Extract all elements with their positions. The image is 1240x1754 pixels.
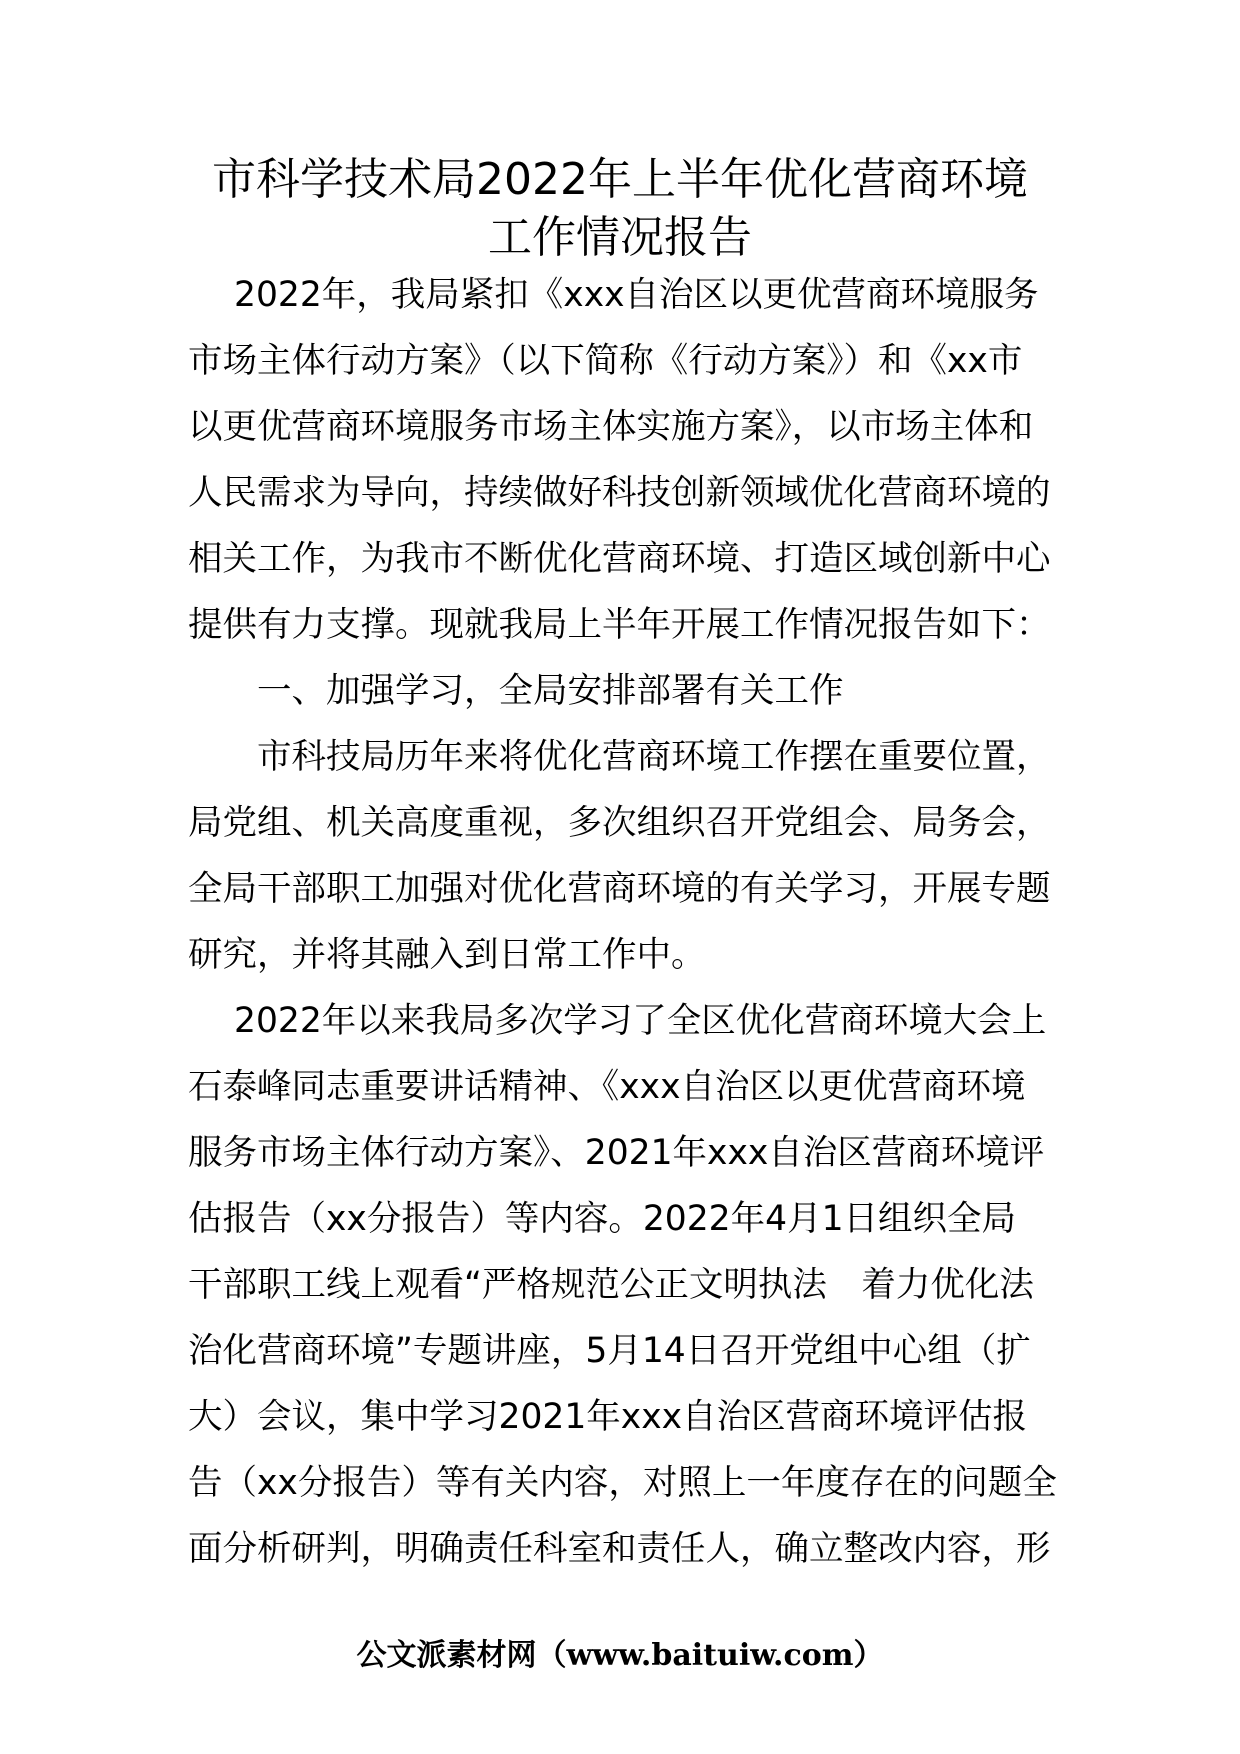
text-line: 告（xx分报告）等有关内容，对照上一年度存在的问题全 bbox=[188, 1463, 1057, 1503]
text-line: 服务市场主体行动方案》、2021年xxx自治区营商环境评 bbox=[188, 1133, 1045, 1173]
text-line: 2022年以来我局多次学习了全区优化营商环境大会上 bbox=[234, 1001, 1047, 1041]
text-line: 大）会议，集中学习2021年xxx自治区营商环境评估报 bbox=[188, 1397, 1028, 1437]
page-title-line-1: 市科学技术局2022年上半年优化营商环境 bbox=[212, 154, 1028, 205]
paragraph-section-1 bbox=[188, 724, 1058, 988]
section-heading-text: 一、加强学习，全局安排部署有关工作 bbox=[257, 671, 844, 711]
text-line: 治化营商环境”专题讲座，5月14日召开党组中心组（扩 bbox=[188, 1331, 1031, 1371]
section-heading-1 bbox=[188, 658, 1058, 724]
text-line: 提供有力支撑。现就我局上半年开展工作情况报告如下： bbox=[188, 605, 1051, 645]
text-line: 市场主体行动方案》（以下简称《行动方案》）和《xx市 bbox=[188, 341, 1023, 381]
text-line: 全局干部职工加强对优化营商环境的有关学习，开展专题 bbox=[188, 869, 1051, 909]
paragraph-intro bbox=[188, 262, 1058, 658]
text-line: 2022年，我局紧扣《xxx自治区以更优营商环境服务 bbox=[234, 275, 1039, 315]
text-line: 估报告（xx分报告）等内容。2022年4月1日组织全局 bbox=[188, 1199, 1017, 1239]
text-line: 人民需求为导向，持续做好科技创新领域优化营商环境的 bbox=[188, 473, 1051, 513]
text-line: 干部职工线上观看“严格规范公正文明执法 着力优化法 bbox=[188, 1265, 1034, 1305]
text-line: 相关工作，为我市不断优化营商环境、打造区域创新中心 bbox=[188, 539, 1051, 579]
page-title-line-2: 工作情况报告 bbox=[488, 212, 752, 263]
text-line: 面分析研判，明确责任科室和责任人，确立整改内容，形 bbox=[188, 1529, 1051, 1569]
text-line: 以更优营商环境服务市场主体实施方案》，以市场主体和 bbox=[188, 407, 1034, 447]
text-line: 研究，并将其融入到日常工作中。 bbox=[188, 935, 706, 975]
watermark-footer: 公文派素材网（www.baituiw.com） bbox=[356, 1638, 884, 1673]
text-line: 局党组、机关高度重视，多次组织召开党组会、局务会， bbox=[188, 803, 1051, 843]
text-line: 石泰峰同志重要讲话精神、《xxx自治区以更优营商环境 bbox=[188, 1067, 1026, 1107]
text-line: 市科技局历年来将优化营商环境工作摆在重要位置， bbox=[257, 737, 1051, 777]
paragraph-section-1-detail bbox=[188, 988, 1058, 1582]
